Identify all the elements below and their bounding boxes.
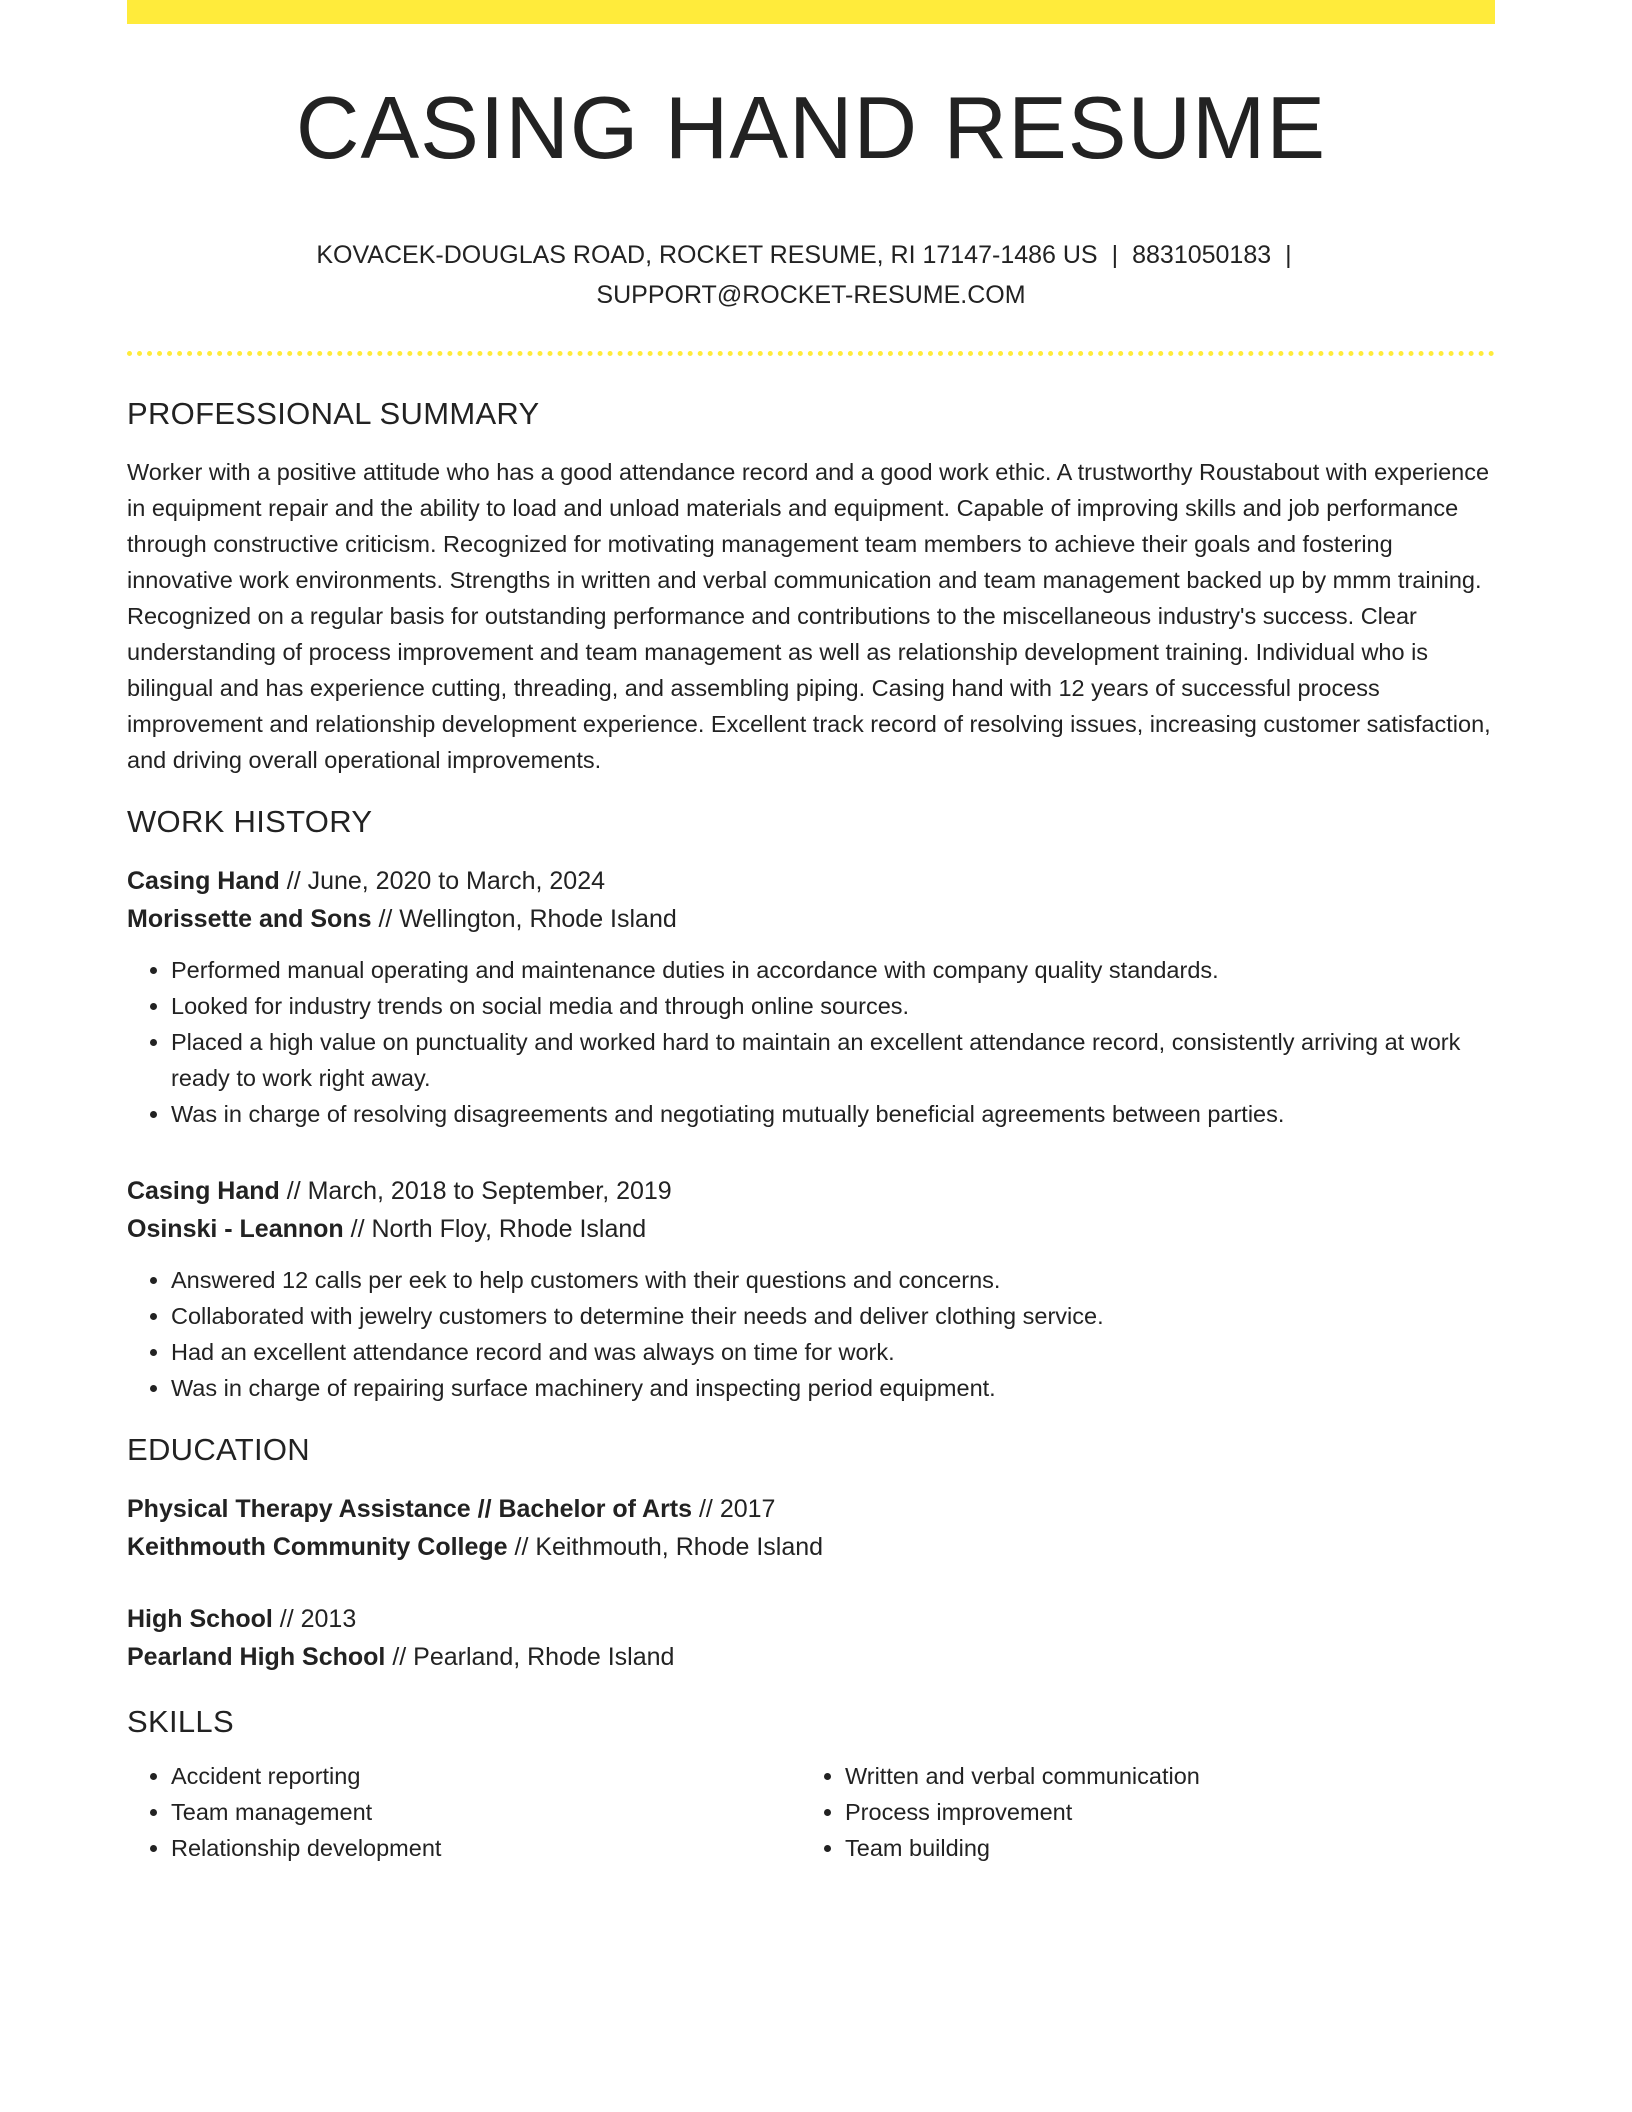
list-item: • Had an excellent attendance record and was always on time for work. — [171, 1334, 1495, 1370]
skills-grid — [127, 1758, 1495, 1866]
address: KOVACEK-DOUGLAS ROAD, ROCKET RESUME, RI 17147-1486 US — [316, 240, 1098, 269]
list-item: • Placed a high value on punctuality and worked hard to maintain an excellent attendance record, consistently arriving at work ready to work right away. — [171, 1024, 1495, 1096]
school-name: Keithmouth Community College — [127, 1532, 508, 1561]
resume-page — [127, 0, 1495, 1866]
job-location: // Wellington, Rhode Island — [371, 904, 677, 933]
job-dates: // June, 2020 to March, 2024 — [279, 866, 606, 895]
degree: Physical Therapy Assistance // Bachelor of Arts — [127, 1494, 693, 1523]
job-company-line — [127, 1210, 1495, 1248]
list-item: • Was in charge of resolving disagreements and negotiating mutually beneficial agreements between parties. — [171, 1096, 1495, 1132]
list-item: • Was in charge of repairing surface machinery and inspecting period equipment. — [171, 1370, 1495, 1406]
education-heading: EDUCATION — [127, 1431, 310, 1467]
skills-list-right — [801, 1758, 1475, 1866]
job-entry — [127, 1172, 1495, 1406]
graduation-year: // 2013 — [272, 1604, 357, 1633]
job-title: Casing Hand — [127, 866, 280, 895]
job-title: Casing Hand — [127, 1176, 280, 1205]
school-line — [127, 1638, 1495, 1676]
school-location: // Pearland, Rhode Island — [385, 1642, 675, 1671]
contact-separator: | — [1285, 240, 1292, 269]
skill-item: • Relationship development — [171, 1830, 801, 1866]
job-entry — [127, 862, 1495, 1132]
contact-info — [127, 235, 1495, 315]
contact-separator: | — [1111, 240, 1119, 269]
list-item: • Collaborated with jewelry customers to determine their needs and deliver clothing service. — [171, 1298, 1495, 1334]
job-title-line — [127, 1172, 1495, 1210]
skills-heading: SKILLS — [127, 1703, 234, 1739]
job-title-line — [127, 862, 1495, 900]
degree: High School — [127, 1604, 273, 1633]
skill-item: • Accident reporting — [171, 1758, 801, 1794]
summary-heading: PROFESSIONAL SUMMARY — [127, 395, 540, 431]
school-location: // Keithmouth, Rhode Island — [507, 1532, 824, 1561]
job-dates: // March, 2018 to September, 2019 — [279, 1176, 672, 1205]
list-item: • Looked for industry trends on social media and through online sources. — [171, 988, 1495, 1024]
phone: 8831050183 — [1132, 240, 1272, 269]
skills-list-left — [127, 1758, 801, 1866]
skill-item: • Team building — [845, 1830, 1475, 1866]
summary-text: Worker with a positive attitude who has a good attendance record and a good work ethic. A trustworthy Roustabout with experience in equipment repair and the ability to load and unload materials and equipment. Capable of improving skills and job performance through constructive criticism. Recognized for motivating management team members to achieve their goals and fostering innovative work environments. Strengths in written and verbal communication and team management backed up by mmm training. Recognized on a regular basis for outstanding performance and contributions to the miscellaneous industry's success. Clear understanding of process improvement and team management as well as relationship development training. Individual who is bilingual and has experience cutting, threading, and assembling piping. Casing hand with 12 years of successful process improvement and relationship development experience. Excellent track record of resolving issues, increasing customer satisfaction, and driving overall operational improvements. — [127, 458, 1491, 773]
degree-line — [127, 1600, 1495, 1638]
job-company-line — [127, 900, 1495, 938]
job-location: // North Floy, Rhode Island — [343, 1214, 647, 1243]
list-item: • Performed manual operating and maintenance duties in accordance with company quality standards. — [171, 952, 1495, 988]
job-bullets — [127, 1262, 1495, 1406]
accent-top-bar — [127, 0, 1495, 24]
work-history-heading: WORK HISTORY — [127, 803, 373, 839]
school-line — [127, 1528, 1495, 1566]
list-item: • Answered 12 calls per eek to help customers with their questions and concerns. — [171, 1262, 1495, 1298]
graduation-year: // 2017 — [692, 1494, 776, 1523]
degree-line — [127, 1490, 1495, 1528]
job-company: Morissette and Sons — [127, 904, 372, 933]
education-entry — [127, 1490, 1495, 1566]
dotted-divider — [127, 351, 1495, 356]
job-company: Osinski - Leannon — [127, 1214, 344, 1243]
education-entry — [127, 1600, 1495, 1676]
skill-item: • Written and verbal communication — [845, 1758, 1475, 1794]
resume-title: CASING HAND RESUME — [295, 78, 1327, 177]
job-bullets — [127, 952, 1495, 1132]
email: SUPPORT@ROCKET-RESUME.COM — [596, 280, 1026, 309]
skill-item: • Team management — [171, 1794, 801, 1830]
school-name: Pearland High School — [127, 1642, 386, 1671]
skill-item: • Process improvement — [845, 1794, 1475, 1830]
